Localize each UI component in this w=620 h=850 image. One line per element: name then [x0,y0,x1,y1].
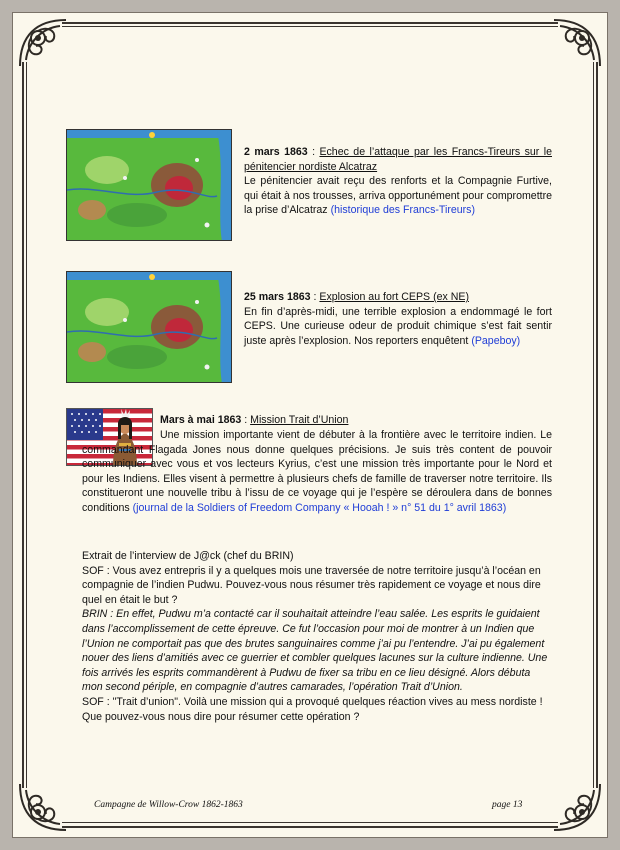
entry-mission-body [82,428,552,516]
footer-page-number: page 13 [492,800,523,810]
interview-answer-1 [82,607,552,695]
entry-date: 2 mars 1863 [244,146,308,158]
interview-answer-text: BRIN : En effet, Pudwu m’a contacté car il souhaitait atteindre l’eau salée. Les esprits le guidaient dans l’accomplissement de cette épreuve. Ce fut l’occasion pour moi de montrer à un Indien que l’Union ne comportait pas que des brutes sanguinaires comme j’ai pu l’entendre. J’ai pu également nouer des liens d’amitiés avec ce guerrier et combler quelques lacunes sur la culture indienne. Une fois arrivés les esprits commandèrent à Pudwu de fixer sa tribu en ce lieu désigné. Alors débuta mon second périple, en compagnie d’autres camarades, l’opération Trait d’Union. [82,608,548,694]
frame-left-line [22,62,24,788]
entry-body: Le pénitencier avait reçu des renforts et la Compagnie Furtive, qui était à nos trousses, arriva opportunément pour compromettre la prise d’Alcatraz [244,175,552,217]
corner-ornament-icon [16,16,72,72]
corner-ornament-icon [548,16,604,72]
map-thumbnail [66,271,232,383]
entry-source-link[interactable]: (journal de la Soldiers of Freedom Company « Hooah ! » n° 51 du 1° avril 1863) [132,501,507,514]
corner-ornament-icon [16,778,72,834]
entry-fort-ceps [244,290,552,348]
frame-bottom-line-inner [62,822,558,823]
entry-title: Echec de l’attaque par les Francs-Tireurs sur le pénitencier nordiste Alcatraz [244,146,552,173]
interview-question-2: SOF : "Trait d’union". Voilà une mission qui a provoqué quelques réaction vives au mess nordiste ! Que pouvez-vous nous dire pour résumer cette opération ? [82,695,543,723]
corner-ornament-icon [548,778,604,834]
frame-left-line-inner [26,62,27,788]
frame-right-line [596,62,598,788]
map-thumbnail [66,129,232,241]
interview-section [82,549,552,724]
frame-top-line-inner [62,26,558,27]
entry-source-link[interactable]: (Papeboy) [471,334,521,347]
entry-separator: : [307,146,320,158]
entry-source-link[interactable]: (historique des Francs-Tireurs) [330,204,475,217]
frame-bottom-line [62,826,558,828]
entry-date: Mars à mai 1863 [160,414,242,426]
entry-date: 25 mars 1863 [244,291,311,303]
footer-campaign: Campagne de Willow-Crow 1862-1863 [94,800,243,810]
entry-body: En fin d’après-midi, une terrible explosion a endommagé le fort CEPS. Une curieuse odeur de produit chimique s’est fait sentir juste après l’explosion. Nos reporters enquêtent [244,305,552,347]
entry-title: Mission Trait d’Union [250,414,349,426]
entry-body: Une mission importante vient de débuter à la frontière avec le territoire indien. Le commandant Flagada Jones nous donne quelques précisions. Je suis très content de pouvoir communiquer avec vous et vos lecteurs Kyrius, c’est une mission très importante pour le Nord et pour les Indiens. Elles visent à permettre à plusieurs chefs de famille de traverser notre territoire. Ils constitueront une nouvelle tribu à l’issu de ce voyage qui je l’espère se déroulera dans de bonnes conditions [82,429,552,514]
interview-intro: Extrait de l’interview de J@ck (chef du BRIN) [82,550,294,562]
frame-top-line [62,22,558,24]
entry-separator: : [310,291,320,303]
frame-right-line-inner [593,62,594,788]
entry-title: Explosion au fort CEPS (ex NE) [319,291,469,303]
entry-mission-trait-union [160,413,552,428]
entry-alcatraz [244,145,552,218]
interview-question-1: SOF : Vous avez entrepris il y a quelques mois une traversée de notre territoire jusqu’à l’océan en compagnie de l’indien Pudwu. Pouvez-vous nous résumer très rapidement ce voyage et nous dire quel en était le but ? [82,564,541,606]
entry-separator: : [241,414,251,426]
